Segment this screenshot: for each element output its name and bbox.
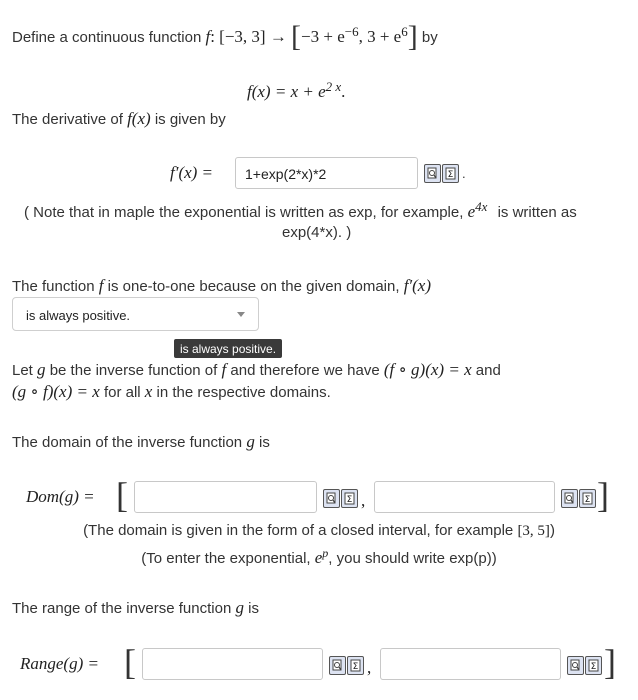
domain-hint2-e: e (314, 548, 323, 567)
preview-icon[interactable] (424, 164, 441, 183)
derivative-text-after: is given by (154, 111, 226, 128)
codomain-exp2: 6 (401, 24, 408, 39)
svg-text:Σ: Σ (346, 495, 353, 505)
inverse-g: g (37, 360, 46, 379)
intro-domain: : [−3, 3] → (210, 27, 287, 46)
derivative-fx: f(x) (127, 109, 151, 128)
derivative-text-before: The derivative of (12, 111, 123, 128)
domain-upper-input[interactable] (374, 481, 555, 513)
definition-lhs: f(x) (247, 82, 271, 101)
preview-icon[interactable] (323, 489, 340, 508)
inverse-gof: (g ∘ f)(x) = x (12, 382, 100, 401)
definition-exp: 2 x (325, 79, 342, 94)
positivity-select[interactable] (12, 297, 259, 331)
onetoone-f: f (98, 276, 104, 295)
inverse-fog: (f ∘ g)(x) = x (383, 360, 472, 379)
svg-text:Σ: Σ (584, 495, 591, 505)
domain-hint1 (0, 522, 638, 540)
range-is: is (248, 600, 259, 617)
note-line1 (24, 199, 577, 222)
preview-icon[interactable] (329, 656, 346, 675)
intro-text: Define a continuous function (12, 29, 202, 46)
range-lbracket: [ (124, 642, 136, 682)
domain-lbracket: [ (116, 475, 128, 515)
range-rbracket: ] (604, 642, 616, 682)
codomain-exp1: −6 (344, 24, 359, 39)
derivative-lhs: f′(x) = (170, 163, 214, 182)
domain-comma: , (361, 491, 366, 510)
sigma-icon[interactable] (442, 164, 459, 183)
inverse-text-b: and therefore we have (230, 362, 380, 379)
intro-f: f (205, 27, 211, 46)
note-line2: exp(4*x). ) (282, 224, 352, 241)
range-text-main: The range of the inverse function (12, 600, 232, 617)
intro-by: by (421, 29, 438, 46)
domain-hint2 (0, 548, 638, 568)
codomain-b: , 3 + e (358, 27, 402, 46)
note-line1-b: is written as (497, 204, 577, 221)
note-exp: 4x (475, 199, 488, 214)
sigma-icon[interactable] (341, 489, 358, 508)
definition-formula (247, 79, 346, 102)
definition-eq: = x + e (270, 82, 326, 101)
inverse-line1 (12, 360, 501, 380)
svg-text:Σ: Σ (590, 662, 597, 672)
derivative-dot: . (462, 166, 466, 181)
inverse-f: f (221, 360, 227, 379)
preview-icon[interactable] (567, 656, 584, 675)
derivative-input[interactable]: 1+exp(2*x)*2 (235, 157, 418, 189)
sigma-icon[interactable] (585, 656, 602, 675)
sigma-icon[interactable] (579, 489, 596, 508)
inverse-for-all: for all (103, 384, 141, 401)
preview-icon[interactable] (561, 489, 578, 508)
domain-hint2-b: , you should write exp(p)) (328, 550, 497, 567)
domain-g: g (246, 432, 255, 451)
svg-text:Σ: Σ (447, 170, 454, 180)
inverse-text-a: be the inverse function of (49, 362, 218, 379)
range-g: g (235, 598, 244, 617)
sigma-icon[interactable] (347, 656, 364, 675)
range-text (12, 598, 259, 618)
domain-lower-input[interactable] (134, 481, 317, 513)
domain-text-main: The domain of the inverse function (12, 434, 243, 451)
inverse-line2 (12, 382, 331, 402)
positivity-select-value: is always positive. (26, 308, 131, 323)
inverse-and: and (475, 362, 501, 379)
svg-text:Σ: Σ (352, 662, 359, 672)
domain-label: Dom(g) = (26, 487, 95, 506)
codomain-a: −3 + e (301, 27, 345, 46)
select-tooltip: is always positive. (174, 339, 282, 358)
range-upper-input[interactable] (380, 648, 561, 680)
derivative-text (12, 109, 226, 129)
codomain-lbracket: [ (291, 20, 302, 53)
onetoone-text-a: The function (12, 278, 95, 295)
onetoone-text-b: is one-to-one because on the given domain, (107, 278, 400, 295)
domain-rbracket: ] (597, 475, 609, 515)
range-comma: , (367, 658, 372, 677)
inverse-x: x (144, 382, 153, 401)
domain-text (12, 432, 270, 452)
inverse-text-c: in the respective domains. (156, 384, 331, 401)
domain-hint1-example: [3, 5] (517, 523, 550, 539)
domain-hint1-a: (The domain is given in the form of a closed interval, for example (83, 522, 514, 539)
domain-is: is (258, 434, 270, 451)
range-lower-input[interactable] (142, 648, 323, 680)
domain-hint1-b: ) (549, 522, 555, 539)
definition-dot: . (341, 82, 346, 101)
note-e: e (467, 202, 476, 221)
onetoone-fprime: f′(x) (403, 276, 431, 295)
note-line1-a: ( Note that in maple the exponential is written as exp, for example, (24, 204, 464, 221)
domain-hint2-p: p (322, 546, 329, 560)
codomain-rbracket: ] (407, 20, 418, 53)
chevron-down-icon (237, 312, 245, 317)
domain-hint2-a: (To enter the exponential, (141, 550, 311, 567)
inverse-let: Let (12, 362, 33, 379)
onetoone-line (12, 276, 431, 296)
intro-line (12, 20, 438, 54)
range-label: Range(g) = (20, 654, 99, 673)
